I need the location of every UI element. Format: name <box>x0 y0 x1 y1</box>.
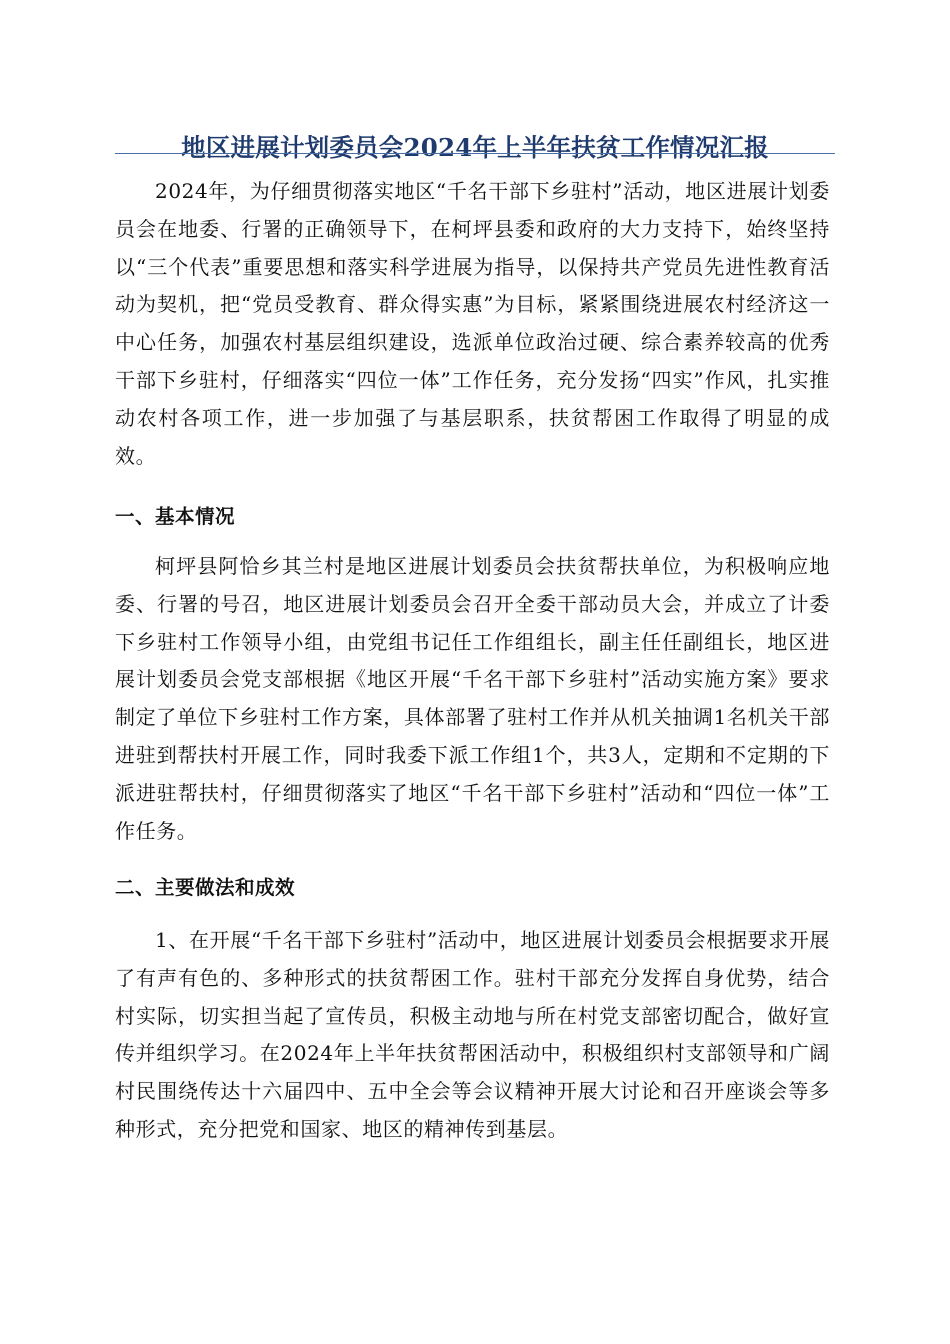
title-underline <box>115 153 835 154</box>
section-heading-basic-situation: 一、基本情况 <box>115 505 236 528</box>
section-paragraph-basic-situation: 柯坪县阿恰乡其兰村是地区进展计划委员会扶贫帮扶单位，为积极响应地委、行署的号召，地区进展计划委员会召开全委干部动员大会，并成立了计委下乡驻村工作领导小组，由党组书记任工作组组长，副主任任副组长，地区进展计划委员会党支部根据《地区开展“千名干部下乡驻村”活动实施方案》要求制定了单位下乡驻村工作方案，具体部署了驻村工作并从机关抽调1名机关干部进驻到帮扶村开展工作，同时我委下派工作组1个，共3人，定期和不定期的下派进驻帮扶村，仔细贯彻落实了地区“千名干部下乡驻村”活动和“四位一体”工作任务。 <box>115 554 830 843</box>
section-paragraph-main-practices: 1、在开展“千名干部下乡驻村”活动中，地区进展计划委员会根据要求开展了有声有色的、多种形式的扶贫帮困工作。驻村干部充分发挥自身优势，结合村实际，切实担当起了宣传员，积极主动地与所在村党支部密切配合，做好宣传并组织学习。在2024年上半年扶贫帮困活动中，积极组织村支部领导和广阔村民围绕传达十六届四中、五中全会等会议精神开展大讨论和召开座谈会等多种形式，充分把党和国家、地区的精神传到基层。 <box>115 928 830 1141</box>
document-title: 地区进展计划委员会2024年上半年扶贫工作情况汇报 <box>181 133 769 163</box>
intro-paragraph: 2024年，为仔细贯彻落实地区“千名干部下乡驻村”活动，地区进展计划委员会在地委、行署的正确领导下，在柯坪县委和政府的大力支持下，始终坚持以“三个代表”重要思想和落实科学进展为指导，以保持共产党员先进性教育活动为契机，把“党员受教育、群众得实惠”为目标，紧紧围绕进展农村经济这一中心任务，加强农村基层组织建设，选派单位政治过硬、综合素养较高的优秀干部下乡驻村，仔细落实“四位一体”工作任务，充分发扬“四实”作风，扎实推动农村各项工作，进一步加强了与基层职系，扶贫帮困工作取得了明显的成效。 <box>115 179 830 468</box>
section-heading-main-practices: 二、主要做法和成效 <box>115 876 296 899</box>
